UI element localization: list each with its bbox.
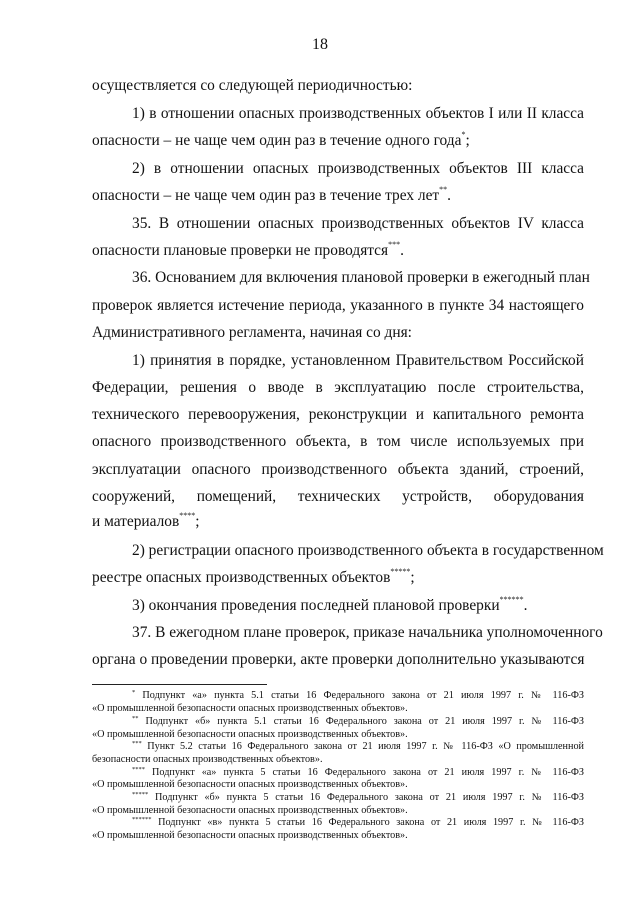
footnote-mark: ****** [132, 816, 152, 823]
footnote-mark: * [132, 689, 136, 696]
body-line: 3) окончания проведения последней плановой проверки******. [132, 595, 528, 614]
footnote-line: «О промышленной безопасности опасных производственных объектов». [92, 779, 408, 790]
body-line: 37. В ежегодном плане проверок, приказе начальника уполномоченного [132, 624, 603, 641]
body-line: 36. Основанием для включения плановой проверки в ежегодный план [132, 269, 590, 286]
body-line: осуществляется со следующей периодичностью: [92, 77, 413, 94]
body-line: 1) в отношении опасных производственных объектов I или II класса [132, 105, 584, 122]
footnote-mark: **** [179, 511, 196, 520]
body-line: Федерации, решения о вводе в эксплуатацию после строительства, [92, 379, 584, 396]
footnote-line: ****** Подпункт «в» пункта 5 статьи 16 Федерального закона от 21 июля 1997 г. № 116-ФЗ [132, 816, 585, 828]
footnote-line: «О промышленной безопасности опасных производственных объектов». [92, 805, 408, 816]
footnote-line: безопасности опасных производственных объектов». [92, 754, 323, 765]
footnote-line: **** Подпункт «а» пункта 5 статьи 16 Федерального закона от 21 июля 1997 г. № 116-ФЗ [132, 766, 584, 778]
body-line: эксплуатации опасного производственного объекта зданий, строений, [92, 461, 584, 478]
footnote-line: ***** Подпункт «б» пункта 5 статьи 16 Федерального закона от 21 июля 1997 г. № 116-ФЗ [132, 791, 584, 803]
footnote-mark: ***** [390, 567, 411, 576]
body-line: проверок является истечение периода, указанного в пункте 34 настоящего [92, 297, 584, 314]
footnote-line: «О промышленной безопасности опасных производственных объектов». [92, 703, 408, 714]
footnote-separator [92, 684, 267, 685]
footnote-mark: ** [132, 715, 139, 722]
body-line: опасности – не чаще чем один раз в течение трех лет**. [92, 185, 452, 204]
body-line: 1) принятия в порядке, установленном Правительством Российской [132, 352, 584, 369]
footnote-mark: **** [132, 766, 145, 773]
footnote-mark: * [461, 130, 466, 139]
footnote-line: *** Пункт 5.2 статьи 16 Федерального закона от 21 июля 1997 г. № 116-ФЗ «О промышленной [132, 740, 584, 752]
footnote-mark: *** [132, 740, 142, 747]
body-line: органа о проведении проверки, акте проверки дополнительно указываются [92, 651, 585, 668]
body-line: 2) регистрации опасного производственного объекта в государственном [132, 542, 604, 559]
footnote-mark: *** [388, 240, 401, 249]
footnote-line: ** Подпункт «б» пункта 5.1 статьи 16 Федерального закона от 21 июля 1997 г. № 116-ФЗ [132, 715, 584, 727]
footnote-line: * Подпункт «а» пункта 5.1 статьи 16 Федерального закона от 21 июля 1997 г. № 116-ФЗ [132, 689, 584, 701]
footnote-mark: ***** [132, 791, 149, 798]
body-line: опасного производственного объекта, в том числе используемых при [92, 433, 584, 450]
body-line: опасности – не чаще чем один раз в течение одного года*; [92, 130, 470, 149]
body-line: Административного регламента, начиная со дня: [92, 324, 412, 341]
body-line: 35. В отношении опасных производственных объектов IV класса [132, 215, 584, 232]
body-line: реестре опасных производственных объектов*****; [92, 567, 415, 586]
body-line: технического перевооружения, реконструкции и капитального ремонта [92, 406, 584, 423]
footnote-mark: ****** [499, 595, 524, 604]
footnote-line: «О промышленной безопасности опасных производственных объектов». [92, 729, 408, 740]
body-line: сооружений, помещений, технических устройств, оборудования [92, 488, 584, 505]
footnote-mark: ** [439, 185, 448, 194]
footnote-line: «О промышленной безопасности опасных производственных объектов». [92, 830, 408, 841]
body-line: 2) в отношении опасных производственных объектов III класса [132, 160, 584, 177]
body-line: и материалов****; [92, 511, 200, 530]
body-line: опасности плановые проверки не проводятся***. [92, 240, 404, 259]
page-number: 18 [312, 36, 328, 53]
